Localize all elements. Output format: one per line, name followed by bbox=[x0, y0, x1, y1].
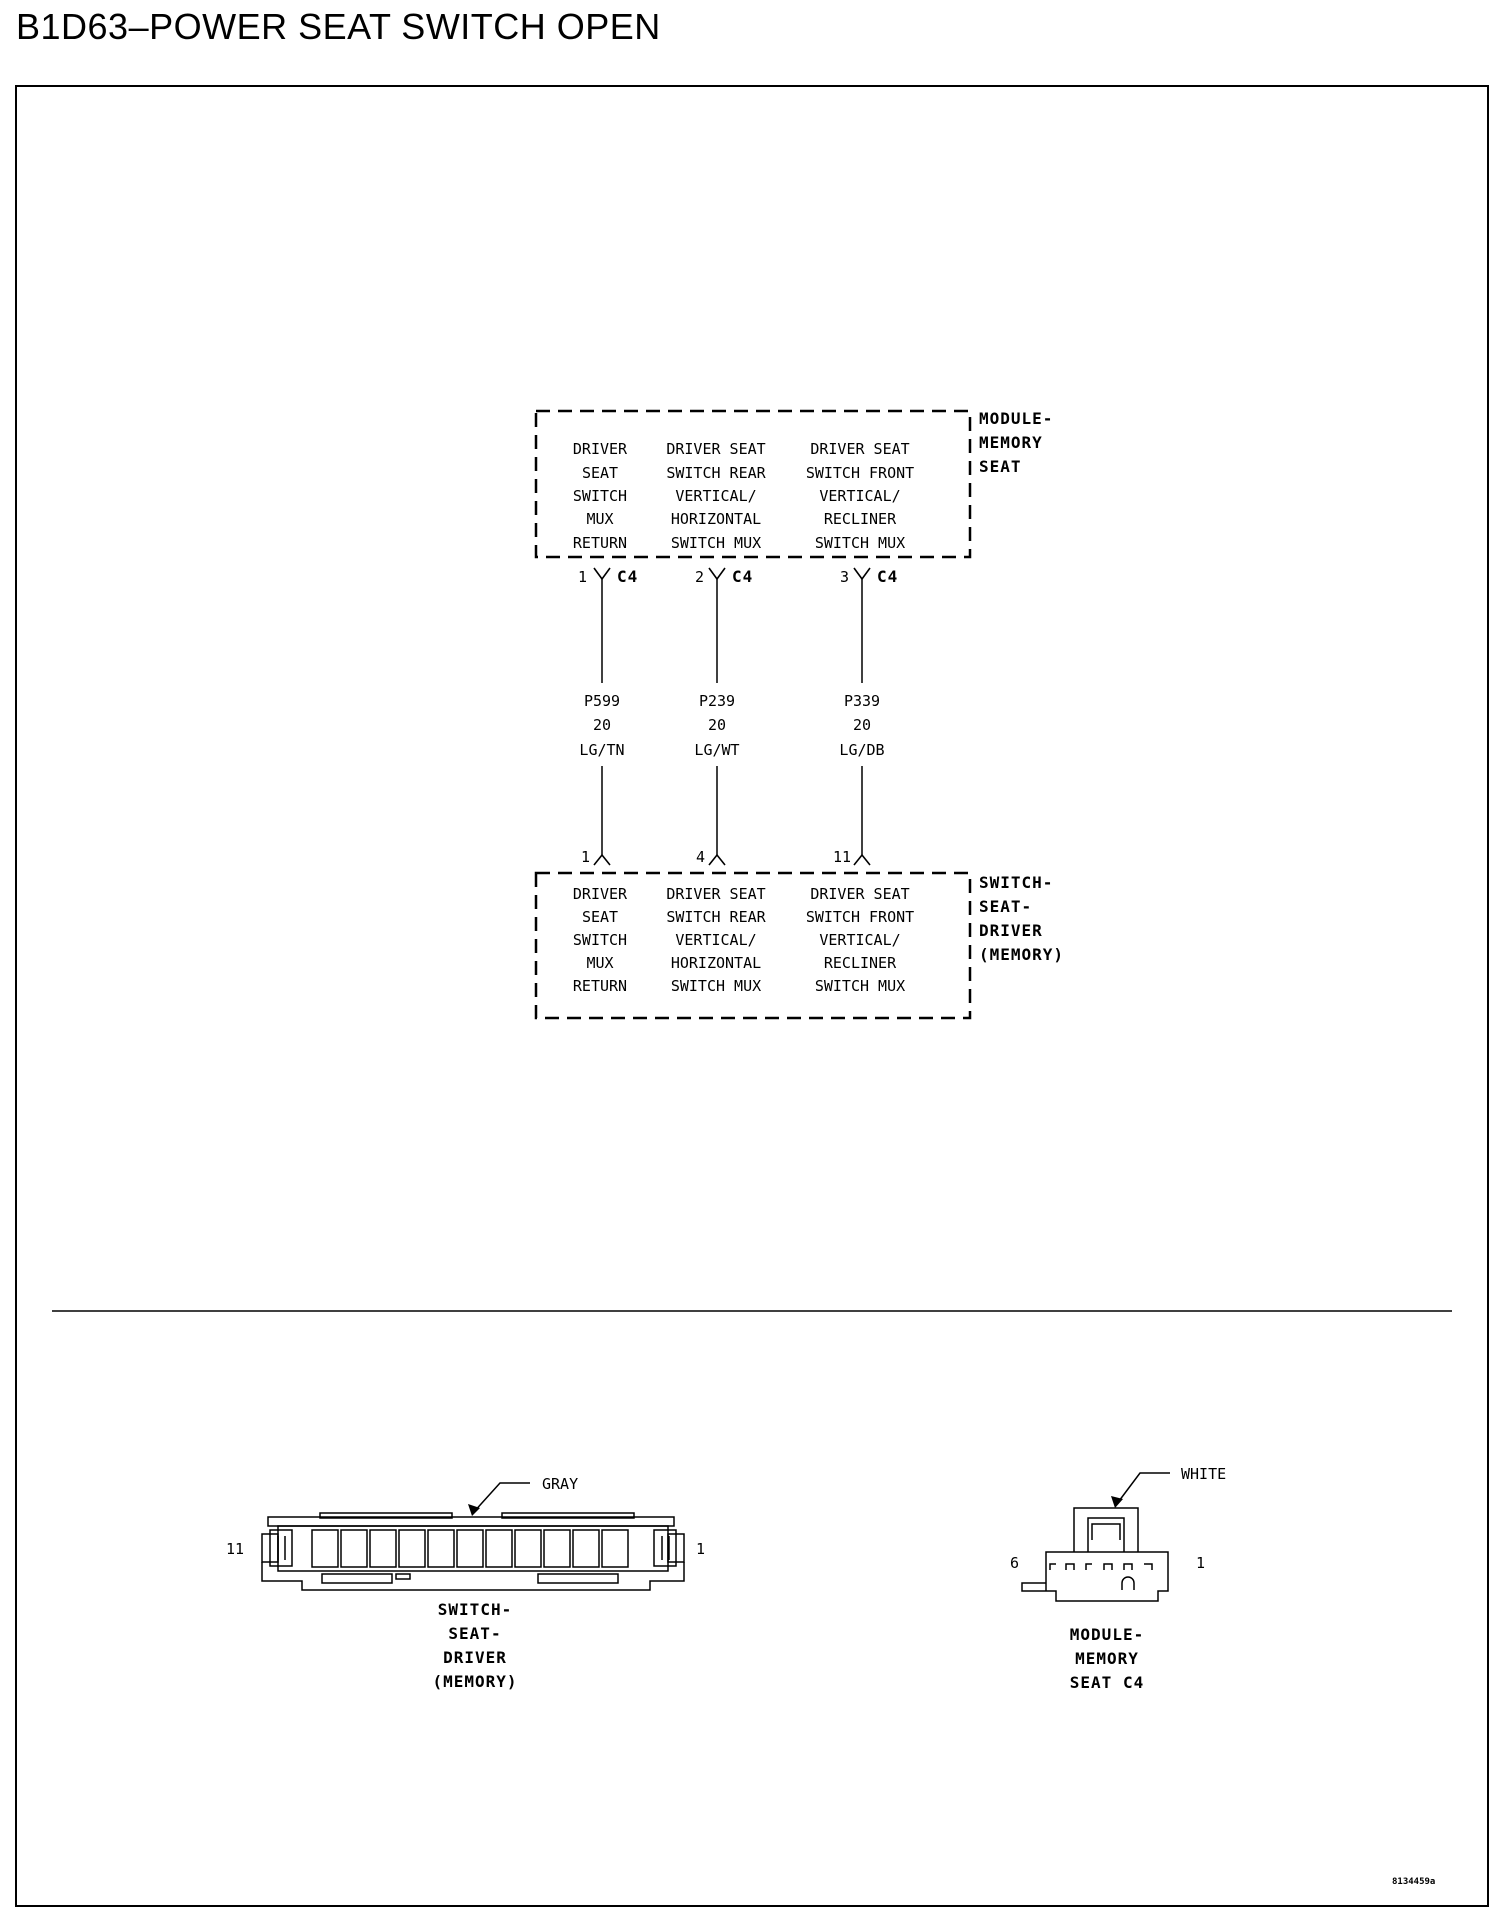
switch-name-line: (MEMORY) bbox=[979, 945, 1065, 964]
cavity bbox=[370, 1530, 396, 1567]
switch-name bbox=[979, 873, 1064, 964]
circuit-label-line: SWITCH MUX bbox=[670, 977, 762, 995]
circuit-label-line: SEAT bbox=[581, 464, 619, 482]
switch-connector-view bbox=[262, 1483, 684, 1590]
module-connector-view bbox=[1022, 1473, 1170, 1601]
switch-connector-color: GRAY bbox=[542, 1475, 579, 1493]
circuit-label-line: SWITCH MUX bbox=[670, 534, 762, 552]
connector-name-line: SEAT- bbox=[448, 1624, 502, 1643]
switch-name-line: SEAT- bbox=[979, 897, 1033, 916]
switch-circuit-2 bbox=[666, 885, 766, 995]
switch-pin-number: 4 bbox=[696, 848, 706, 866]
module-connector-right-pin: 1 bbox=[1196, 1554, 1206, 1572]
connector-name-line: SEAT C4 bbox=[1069, 1673, 1145, 1692]
wire-color: LG/DB bbox=[839, 741, 885, 759]
wire-circuit: P599 bbox=[583, 692, 621, 710]
circuit-label-line: VERTICAL/ bbox=[819, 931, 901, 949]
module-connector-name bbox=[1070, 1625, 1144, 1692]
cavity-mark bbox=[1144, 1564, 1152, 1570]
cavity-mark bbox=[1086, 1564, 1092, 1570]
circuit-label-line: VERTICAL/ bbox=[675, 487, 757, 505]
cavity bbox=[457, 1530, 483, 1567]
cavity bbox=[573, 1530, 599, 1567]
module-circuit-3 bbox=[806, 440, 914, 552]
cavity-mark bbox=[1050, 1564, 1056, 1570]
cavity-mark bbox=[1124, 1564, 1132, 1570]
circuit-label-line: DRIVER SEAT bbox=[666, 885, 766, 903]
circuit-label-line: SWITCH REAR bbox=[666, 908, 766, 926]
wire-gauge: 20 bbox=[707, 716, 727, 734]
switch-pin-1-terminal bbox=[594, 855, 610, 865]
circuit-label-line: RECLINER bbox=[823, 510, 897, 528]
cavity bbox=[341, 1530, 367, 1567]
circuit-label-line: MUX bbox=[586, 954, 614, 972]
figure-code: 8134459a bbox=[1392, 1877, 1436, 1887]
circuit-label-line: DRIVER SEAT bbox=[810, 885, 910, 903]
switch-connector-left-pin: 11 bbox=[226, 1540, 245, 1558]
switch-pin-number: 1 bbox=[581, 848, 591, 866]
switch-circuit-1 bbox=[573, 885, 628, 995]
wire-label-1 bbox=[579, 692, 624, 759]
module-pin-2-terminal bbox=[709, 568, 725, 579]
switch-pin-number: 11 bbox=[833, 848, 852, 866]
switch-pin-4-terminal bbox=[709, 855, 725, 865]
module-connector-id: C4 bbox=[877, 567, 899, 586]
cavity bbox=[486, 1530, 512, 1567]
wire-circuit: P339 bbox=[843, 692, 881, 710]
wire-gauge: 20 bbox=[852, 716, 872, 734]
module-connector-id: C4 bbox=[617, 567, 639, 586]
wire-color: LG/WT bbox=[694, 741, 740, 759]
switch-connector-name bbox=[432, 1600, 517, 1691]
connector-name-line: MEMORY bbox=[1075, 1649, 1139, 1668]
cavity bbox=[399, 1530, 425, 1567]
circuit-label-line: SEAT bbox=[581, 908, 619, 926]
cavity bbox=[428, 1530, 454, 1567]
cavity bbox=[515, 1530, 541, 1567]
wire-label-3 bbox=[839, 692, 884, 759]
circuit-label-line: DRIVER bbox=[572, 440, 628, 458]
module-name-line: SEAT bbox=[979, 457, 1022, 476]
diagram-frame bbox=[16, 86, 1488, 1906]
module-name-line: MODULE- bbox=[979, 409, 1054, 428]
circuit-label-line: SWITCH FRONT bbox=[805, 464, 915, 482]
cavity bbox=[544, 1530, 570, 1567]
wire-label-2 bbox=[694, 692, 739, 759]
switch-circuit-3 bbox=[806, 885, 914, 995]
circuit-label-line: SWITCH REAR bbox=[666, 464, 766, 482]
switch-pin-11-terminal bbox=[854, 855, 870, 865]
module-connector-left-pin: 6 bbox=[1010, 1554, 1020, 1572]
switch-name-line: DRIVER bbox=[979, 921, 1043, 940]
circuit-label-line: HORIZONTAL bbox=[670, 954, 762, 972]
module-name-line: MEMORY bbox=[979, 433, 1043, 452]
circuit-label-line: VERTICAL/ bbox=[675, 931, 757, 949]
module-name bbox=[979, 409, 1053, 476]
circuit-label-line: VERTICAL/ bbox=[819, 487, 901, 505]
circuit-label-line: RECLINER bbox=[823, 954, 897, 972]
connector-name-line: (MEMORY) bbox=[432, 1672, 518, 1691]
circuit-label-line: DRIVER SEAT bbox=[810, 440, 910, 458]
page-title: B1D63–POWER SEAT SWITCH OPEN bbox=[16, 6, 661, 47]
circuit-label-line: DRIVER bbox=[572, 885, 628, 903]
module-circuit-1 bbox=[573, 440, 628, 552]
connector-name-line: SWITCH- bbox=[437, 1600, 513, 1619]
cavity bbox=[602, 1530, 628, 1567]
wire-circuit: P239 bbox=[698, 692, 736, 710]
cavity-mark bbox=[1066, 1564, 1074, 1570]
circuit-label-line: DRIVER SEAT bbox=[666, 440, 766, 458]
circuit-label-line: MUX bbox=[586, 510, 614, 528]
module-pin-3-terminal bbox=[854, 568, 870, 579]
circuit-label-line: SWITCH bbox=[572, 931, 628, 949]
circuit-label-line: SWITCH bbox=[572, 487, 628, 505]
key-mark bbox=[1122, 1577, 1134, 1590]
module-pin-1-terminal bbox=[594, 568, 610, 579]
circuit-label-line: SWITCH FRONT bbox=[805, 908, 915, 926]
circuit-label-line: HORIZONTAL bbox=[670, 510, 762, 528]
wire-color: LG/TN bbox=[579, 741, 625, 759]
connector-name-line: DRIVER bbox=[443, 1648, 507, 1667]
cavity bbox=[312, 1530, 338, 1567]
circuit-label-line: RETURN bbox=[572, 534, 628, 552]
circuit-label-line: RETURN bbox=[572, 977, 628, 995]
gray-leader-arrowhead bbox=[468, 1504, 480, 1516]
switch-connector-right-pin: 1 bbox=[696, 1540, 706, 1558]
module-pin-number: 1 bbox=[578, 568, 588, 586]
circuit-label-line: SWITCH MUX bbox=[814, 977, 906, 995]
circuit-label-line: SWITCH MUX bbox=[814, 534, 906, 552]
wire-gauge: 20 bbox=[592, 716, 612, 734]
switch-name-line: SWITCH- bbox=[979, 873, 1054, 892]
connector-name-line: MODULE- bbox=[1069, 1625, 1145, 1644]
module-connector-id: C4 bbox=[732, 567, 754, 586]
cavity-mark bbox=[1104, 1564, 1112, 1570]
module-connector-color: WHITE bbox=[1181, 1465, 1227, 1483]
module-pin-number: 3 bbox=[840, 568, 850, 586]
module-pin-number: 2 bbox=[695, 568, 705, 586]
module-circuit-2 bbox=[666, 440, 766, 552]
